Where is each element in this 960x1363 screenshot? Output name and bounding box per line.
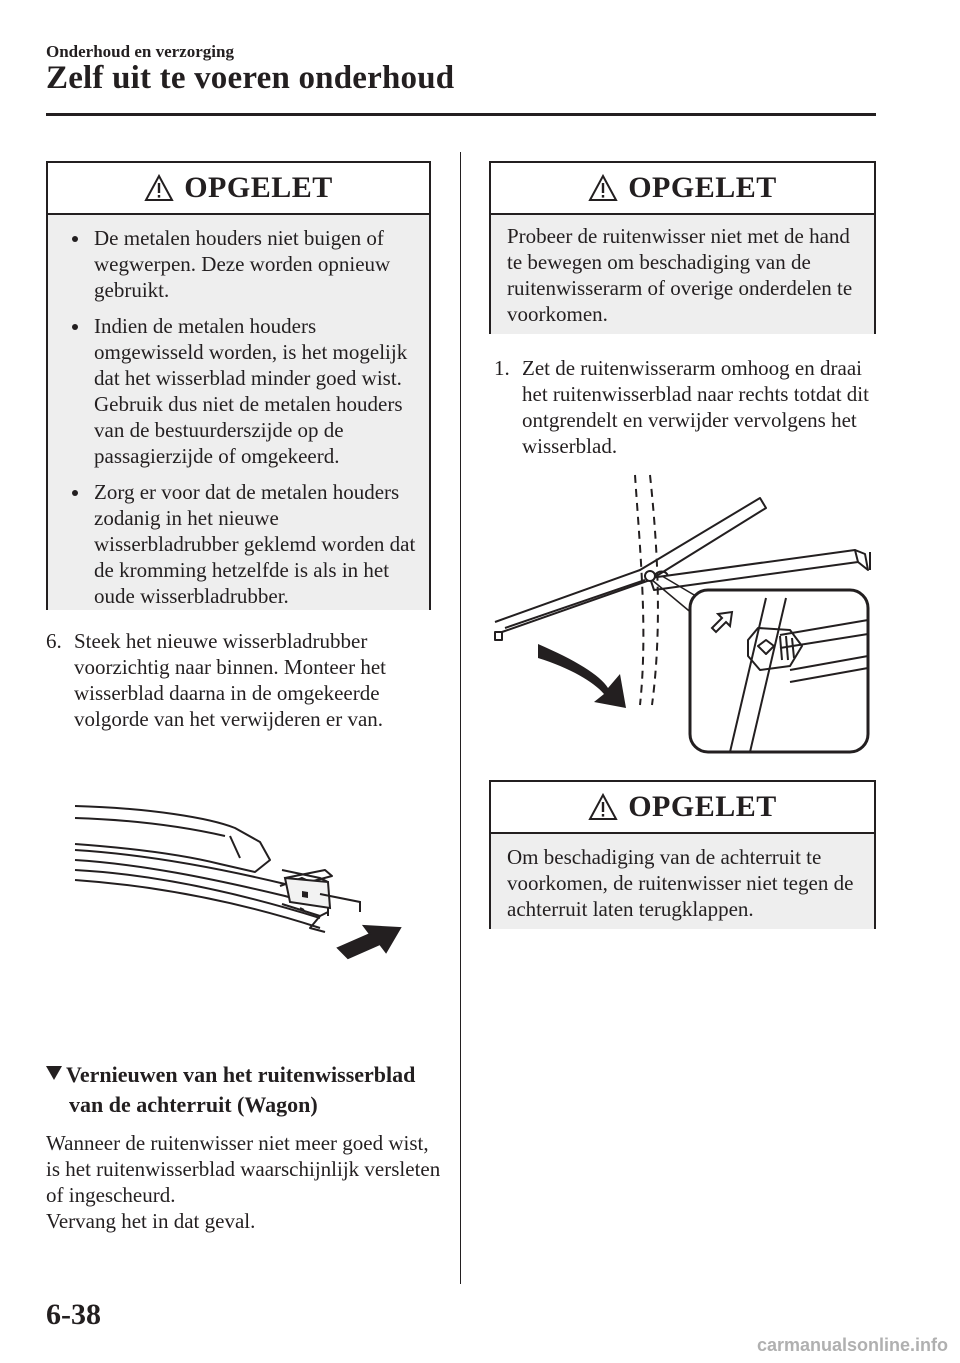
caution-title: OPGELET xyxy=(628,171,777,204)
caution-box-rear-window xyxy=(489,780,876,929)
section-label: Onderhoud en verzorging xyxy=(46,42,234,61)
step-text: Steek het nieuwe wisserbladrubber voorzichtig naar binnen. Monteer het wisserblad daarna in de omgekeerde volgorde van het verwijderen er van. xyxy=(74,629,386,731)
watermark: carmanualsonline.info xyxy=(756,1335,948,1355)
caution-header xyxy=(48,163,429,215)
page-number: 6-38 xyxy=(46,1298,101,1331)
warning-triangle-icon xyxy=(588,174,618,202)
step-6 xyxy=(46,628,431,732)
caution-body: Probeer de ruitenwisser niet met de hand te bewegen om beschadiging van de ruitenwisserarm of overige onderdelen te voorkomen. xyxy=(491,215,874,334)
section-subheading: Vernieuwen van het ruitenwisserblad van de achterruit (Wagon) xyxy=(46,1060,446,1120)
caution-bullet: Indien de metalen houders omgewisseld worden, is het mogelijk dat het wisserblad minder goed wist. Gebruik dus niet de metalen houders van de bestuurderszijde op de passagierzijde of omgekeerd. xyxy=(64,313,417,469)
caution-header xyxy=(491,163,874,215)
caution-box-manual-move xyxy=(489,161,876,334)
triangle-down-icon xyxy=(46,1066,62,1080)
rear-wiper-removal-illustration xyxy=(490,470,880,760)
step-number: 1. xyxy=(494,356,510,380)
warning-triangle-icon xyxy=(144,174,174,202)
caution-bullet: Zorg er voor dat de metalen houders zodanig in het nieuwe wisserbladrubber geklemd worden dat de kromming hetzelfde is als in het oude wisserbladrubber. xyxy=(64,479,417,609)
wiper-blade-insert-illustration xyxy=(70,798,420,978)
title-rule xyxy=(46,113,876,116)
caution-body xyxy=(48,215,429,610)
warning-triangle-icon xyxy=(588,793,618,821)
caution-title: OPGELET xyxy=(184,171,333,204)
caution-title: OPGELET xyxy=(628,790,777,823)
caution-box-wiper-holders xyxy=(46,161,431,610)
caution-body: Om beschadiging van de achterruit te voorkomen, de ruitenwisser niet tegen de achterruit laten terugklappen. xyxy=(491,834,874,929)
step-number: 6. xyxy=(46,629,62,653)
column-divider xyxy=(460,152,461,1284)
body-paragraph: Wanneer de ruitenwisser niet meer goed wist, is het ruitenwisserblad waarschijnlijk versleten of ingescheurd. xyxy=(46,1131,441,1207)
step-text: Zet de ruitenwisserarm omhoog en draai het ruitenwisserblad naar rechts totdat dit ontgrendelt en verwijder vervolgens het wisserblad. xyxy=(522,356,869,458)
body-paragraph: Vervang het in dat geval. xyxy=(46,1209,256,1233)
caution-header xyxy=(491,782,874,834)
page-title: Zelf uit te voeren onderhoud xyxy=(46,60,455,96)
caution-bullet: De metalen houders niet buigen of wegwerpen. Deze worden opnieuw gebruikt. xyxy=(64,225,417,303)
step-1 xyxy=(494,355,874,459)
